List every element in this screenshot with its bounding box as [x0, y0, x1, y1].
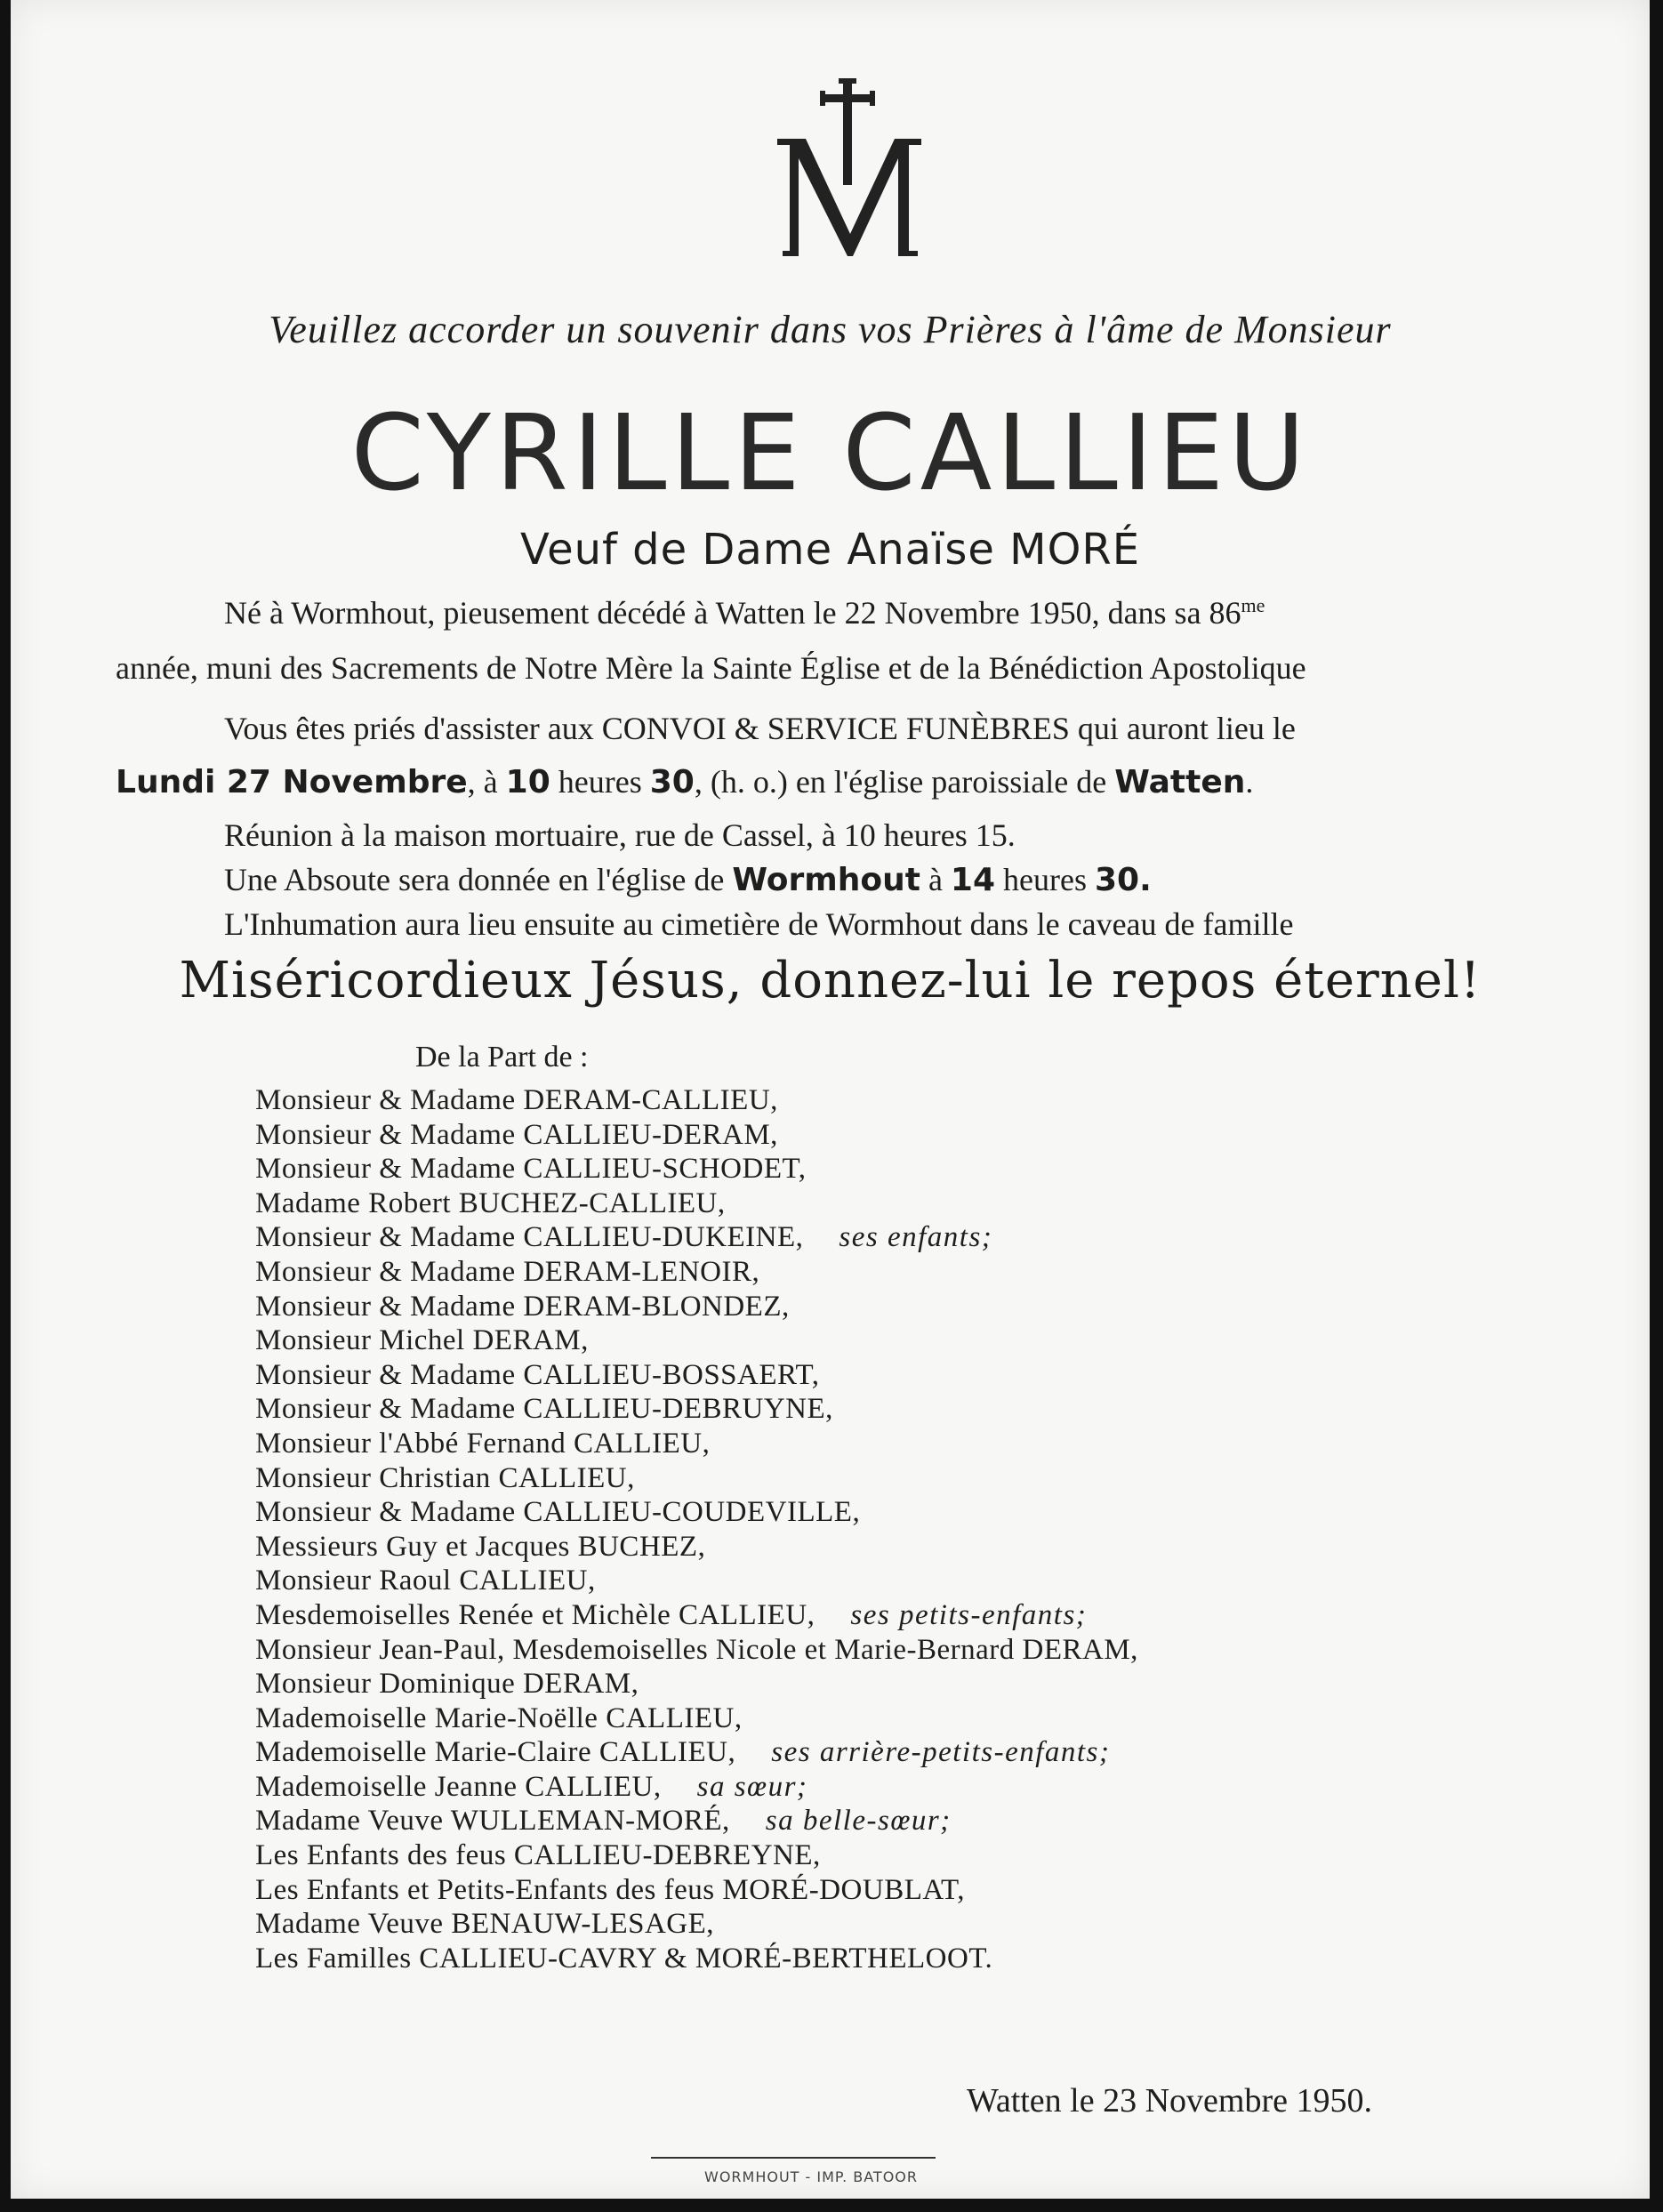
family-member-name: Les Familles CALLIEU-CAVRY & MORÉ-BERTHELOOT. — [255, 1942, 993, 1975]
service-mid: , (h. o.) en l'église paroissiale de — [694, 764, 1115, 800]
absoute-place: Wormhout — [732, 862, 920, 898]
family-member — [255, 1290, 1138, 1324]
family-member-name: Monsieur & Madame CALLIEU-SCHODET, — [255, 1153, 807, 1186]
family-member — [255, 1152, 1138, 1186]
family-member-name: Monsieur & Madame CALLIEU-BOSSAERT, — [255, 1358, 820, 1391]
birth-death-line-1 — [224, 594, 1265, 631]
family-member — [255, 1358, 1138, 1393]
memorial-card — [11, 0, 1650, 2199]
absoute-line — [224, 861, 1152, 898]
family-member — [255, 1838, 1138, 1873]
family-member — [255, 1118, 1138, 1153]
family-member-name: Monsieur Christian CALLIEU, — [255, 1461, 635, 1494]
family-member-name: Monsieur & Madame CALLIEU-DERAM, — [255, 1118, 778, 1151]
family-list — [255, 1083, 1138, 1975]
service-place: Watten — [1114, 764, 1246, 800]
inhumation-line: L'Inhumation aura lieu ensuite au cimetière de Wormhout dans le caveau de famille — [224, 906, 1294, 942]
family-member-name: Monsieur & Madame DERAM-BLONDEZ, — [255, 1290, 790, 1323]
deceased-name: CYRILLE CALLIEU — [350, 391, 1310, 514]
family-member — [255, 1633, 1138, 1668]
signoff: Watten le 23 Novembre 1950. — [967, 2082, 1372, 2119]
printer-divider — [651, 2157, 936, 2159]
service-hour: 10 — [505, 764, 550, 800]
birth-death-text: Né à Wormhout, pieusement décédé à Watten le 22 Novembre 1950, dans sa 86 — [224, 595, 1241, 631]
family-member-name: Monsieur & Madame DERAM-CALLIEU, — [255, 1084, 778, 1116]
family-member — [255, 1907, 1138, 1942]
service-end: . — [1245, 764, 1254, 800]
service-line-1: Vous êtes priés d'assister aux CONVOI & SERVICE FUNÈBRES qui auront lieu le — [224, 711, 1296, 746]
relation-note: sa belle-sœur; — [765, 1805, 952, 1838]
cross-m-monogram-icon — [765, 78, 934, 265]
family-member — [255, 1392, 1138, 1427]
prayer-line: Miséricordieux Jésus, donnez-lui le repos éternel! — [179, 952, 1482, 1009]
absoute-mid: à — [920, 862, 951, 897]
family-member-name: Monsieur Jean-Paul, Mesdemoiselles Nicole et Marie-Bernard DERAM, — [255, 1633, 1138, 1666]
family-member-name: Mesdemoiselles Renée et Michèle CALLIEU, — [255, 1598, 815, 1631]
absoute-minutes: 30. — [1095, 862, 1152, 898]
family-member — [255, 1083, 1138, 1118]
family-member — [255, 1942, 1138, 1976]
service-minutes: 30 — [649, 764, 695, 800]
service-line-2 — [116, 763, 1253, 800]
family-member-name: Messieurs Guy et Jacques BUCHEZ, — [255, 1530, 706, 1563]
family-member — [255, 1461, 1138, 1496]
invocation-line: Veuillez accorder un souvenir dans vos Prières à l'âme de Monsieur — [269, 308, 1392, 351]
printer-credit: WORMHOUT - IMP. BATOOR — [704, 2168, 918, 2185]
family-member — [255, 1701, 1138, 1736]
family-member — [255, 1323, 1138, 1358]
part-header: De la Part de : — [415, 1041, 589, 1074]
absoute-hour: 14 — [950, 862, 996, 898]
family-member-name: Madame Veuve WULLEMAN-MORÉ, — [255, 1805, 730, 1838]
family-member-name: Madame Robert BUCHEZ-CALLIEU, — [255, 1186, 726, 1219]
family-member-name: Monsieur Michel DERAM, — [255, 1324, 589, 1357]
ordinal-suffix: me — [1241, 594, 1265, 616]
birth-death-line-2: année, muni des Sacrements de Notre Mère la Sainte Église et de la Bénédiction Apostolique — [116, 650, 1306, 686]
relation-note: ses petits-enfants; — [850, 1598, 1088, 1631]
family-member — [255, 1873, 1138, 1908]
service-date: Lundi 27 Novembre — [116, 764, 468, 800]
widow-line: Veuf de Dame Anaïse MORÉ — [519, 525, 1141, 575]
family-member — [255, 1770, 1138, 1805]
service-heures: heures — [550, 764, 650, 800]
family-member-name: Monsieur & Madame CALLIEU-DEBRUYNE, — [255, 1393, 833, 1426]
family-member-name: Monsieur l'Abbé Fernand CALLIEU, — [255, 1427, 711, 1460]
family-member-name: Les Enfants et Petits-Enfants des feus MORÉ-DOUBLAT, — [255, 1873, 966, 1906]
relation-note: sa sœur; — [696, 1770, 808, 1803]
reunion-line: Réunion à la maison mortuaire, rue de Cassel, à 10 heures 15. — [224, 817, 1016, 853]
family-member-name: Monsieur & Madame CALLIEU-DUKEINE, — [255, 1221, 804, 1254]
family-member — [255, 1598, 1138, 1633]
family-member-name: Madame Veuve BENAUW-LESAGE, — [255, 1908, 715, 1941]
family-member — [255, 1427, 1138, 1461]
family-member-name: Monsieur Dominique DERAM, — [255, 1668, 639, 1701]
family-member — [255, 1804, 1138, 1838]
family-member — [255, 1530, 1138, 1564]
family-member-name: Mademoiselle Marie-Noëlle CALLIEU, — [255, 1701, 743, 1734]
family-member-name: Monsieur & Madame DERAM-LENOIR, — [255, 1255, 760, 1288]
family-member-name: Monsieur Raoul CALLIEU, — [255, 1564, 596, 1597]
family-member — [255, 1495, 1138, 1530]
relation-note: ses arrière-petits-enfants; — [771, 1736, 1111, 1769]
family-member-name: Mademoiselle Jeanne CALLIEU, — [255, 1770, 662, 1803]
absoute-heures: heures — [995, 862, 1095, 897]
service-sep: , à — [467, 764, 506, 800]
family-member — [255, 1735, 1138, 1770]
absoute-pre: Une Absoute sera donnée en l'église de — [224, 862, 733, 897]
family-member — [255, 1667, 1138, 1701]
family-member-name: Les Enfants des feus CALLIEU-DEBREYNE, — [255, 1839, 821, 1872]
family-member — [255, 1220, 1138, 1255]
family-member-name: Mademoiselle Marie-Claire CALLIEU, — [255, 1736, 736, 1769]
family-member — [255, 1186, 1138, 1221]
relation-note: ses enfants; — [839, 1221, 993, 1254]
family-member — [255, 1564, 1138, 1598]
family-member — [255, 1255, 1138, 1290]
family-member-name: Monsieur & Madame CALLIEU-COUDEVILLE, — [255, 1496, 861, 1529]
